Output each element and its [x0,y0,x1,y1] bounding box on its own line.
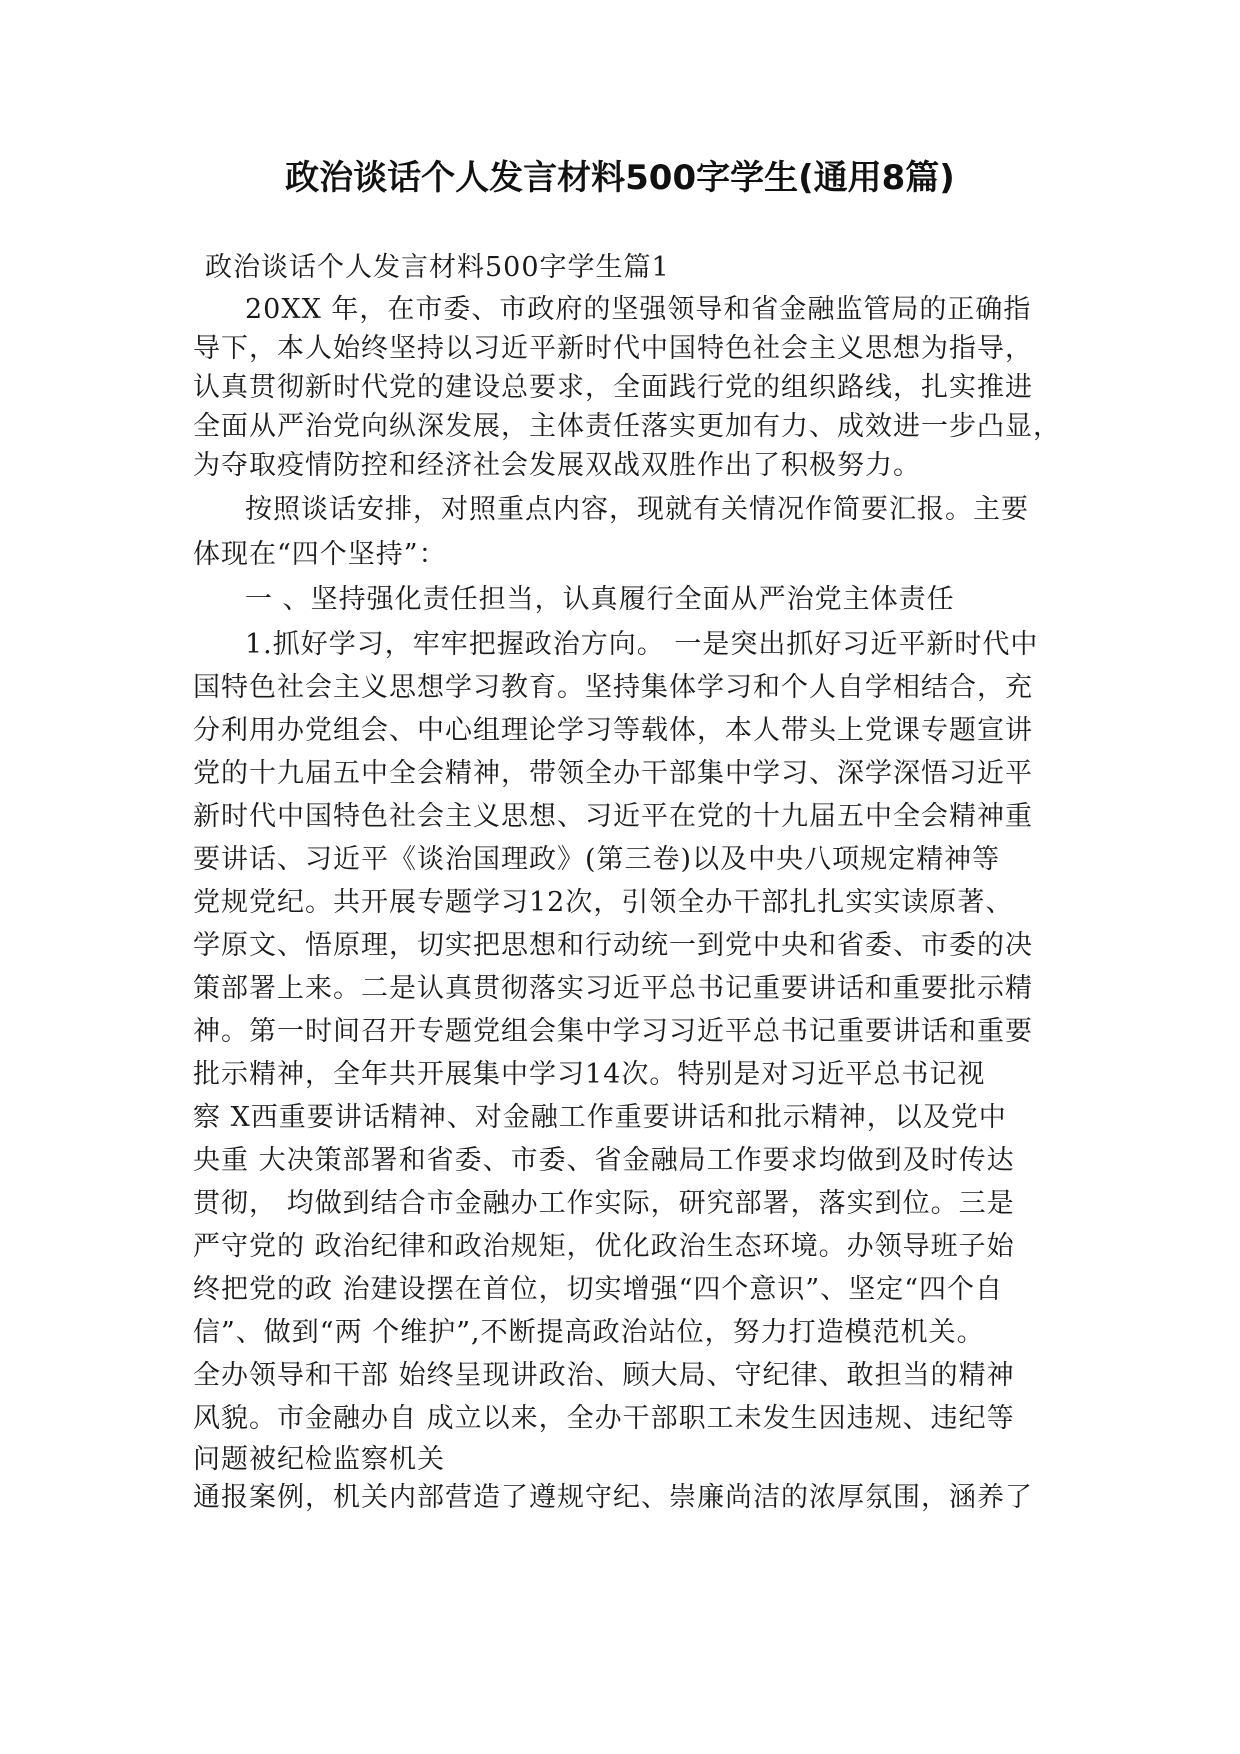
paragraph-line: 要讲话、习近平《谈治国理政》(第三卷)以及中央八项规定精神等 [193,844,1001,875]
paragraph-line: 20XX 年，在市委、市政府的坚强领导和省金融监管局的正确指 [245,294,1032,325]
paragraph-line: 体现在“四个坚持”： [193,539,447,570]
paragraph-line: 严守党的 政治纪律和政治规矩，优化政治生态环境。办领导班子始 [193,1231,1015,1262]
paragraph-line: 分利用办党组会、中心组理论学习等载体，本人带头上党课专题宣讲 [193,715,1033,746]
paragraph-line: 全面从严治党向纵深发展，主体责任落实更加有力、成效进一步凸显， [193,411,1061,442]
paragraph-line: 党的十九届五中全会精神，带领全办干部集中学习、深学深悟习近平 [193,758,1033,789]
paragraph-line: 国特色社会主义思想学习教育。坚持集体学习和个人自学相结合，充 [193,672,1033,703]
paragraph-line: 批示精神，全年共开展集中学习14次。特别是对习近平总书记视 [193,1059,986,1090]
paragraph-line: 信”、做到“两 个维护”,不断提高政治站位，努力打造模范机关。 [193,1317,985,1348]
paragraph-line: 学原文、悟原理，切实把思想和行动统一到党中央和省委、市委的决 [193,930,1033,961]
paragraph-line: 1.抓好学习，牢牢把握政治方向。 一是突出抓好习近平新时代中 [245,629,1039,660]
paragraph-line: 为夺取疫情防控和经济社会发展双战双胜作出了积极努力。 [193,450,921,481]
section-heading: 政治谈话个人发言材料500字学生篇1 [205,252,670,283]
paragraph-line: 认真贯彻新时代党的建设总要求，全面践行党的组织路线，扎实推进 [193,372,1033,403]
paragraph-line: 风貌。市金融办自 成立以来，全办干部职工未发生因违规、违纪等 [193,1403,1015,1434]
paragraph-line: 察 X西重要讲话精神、对金融工作重要讲话和批示精神，以及党中 [193,1102,1007,1133]
paragraph-line: 央重 大决策部署和省委、市委、省金融局工作要求均做到及时传达 [193,1145,1015,1176]
paragraph-line: 策部署上来。二是认真贯彻落实习近平总书记重要讲话和重要批示精 [193,973,1033,1004]
paragraph-line: 导下，本人始终坚持以习近平新时代中国特色社会主义思想为指导， [193,333,1033,364]
paragraph-line: 新时代中国特色社会主义思想、习近平在党的十九届五中全会精神重 [193,801,1033,832]
paragraph-line: 终把党的政 治建设摆在首位，切实增强“四个意识”、坚定“四个自 [193,1274,1003,1305]
paragraph-line: 问题被纪检监察机关 [193,1444,445,1475]
document-title: 政治谈话个人发言材料500字学生(通用8篇) [285,158,955,198]
paragraph-line: 通报案例，机关内部营造了遵规守纪、崇廉尚洁的浓厚氛围，涵养了 [193,1482,1033,1513]
paragraph-line: 按照谈话安排，对照重点内容，现就有关情况作简要汇报。主要 [245,494,1029,525]
paragraph-line: 贯彻， 均做到结合市金融办工作实际，研究部署，落实到位。三是 [193,1188,1015,1219]
paragraph-line: 党规党纪。共开展专题学习12次，引领全办干部扎扎实实读原著、 [193,887,1014,918]
paragraph-line: 神。第一时间召开专题党组会集中学习习近平总书记重要讲话和重要 [193,1016,1033,1047]
paragraph-line: 全办领导和干部 始终呈现讲政治、顾大局、守纪律、敢担当的精神 [193,1360,1015,1391]
section-subheading: 一 、坚持强化责任担当，认真履行全面从严治党主体责任 [245,584,955,615]
